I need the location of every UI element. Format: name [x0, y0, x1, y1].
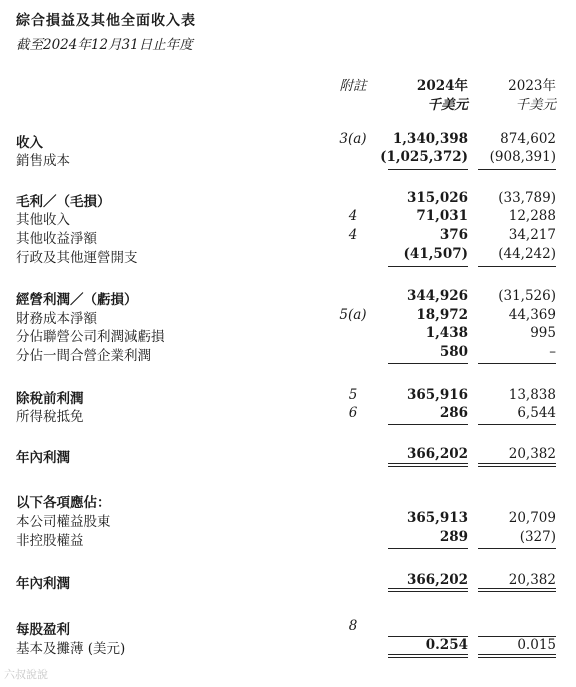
row-label: 所得稅抵免: [16, 409, 84, 425]
rule-line: [478, 363, 556, 364]
row-value-2023: (327): [519, 529, 556, 545]
row-label: 每股盈利: [16, 622, 70, 638]
row-label: 銷售成本: [16, 153, 70, 169]
row-note: 5: [348, 387, 358, 403]
row-label: 以下各項應佔：: [16, 495, 111, 511]
row-value-2023: (908,391): [489, 149, 556, 165]
rule-line: [388, 363, 468, 364]
row-value-2023: (33,789): [498, 190, 556, 206]
table-row: [0, 149, 576, 168]
header-unit-2024: 千美元: [427, 97, 468, 113]
row-value-2023: 874,602: [500, 131, 556, 147]
double-rule-line: [478, 654, 556, 658]
row-value-2024: 365,913: [406, 510, 468, 526]
double-rule-line: [388, 588, 468, 592]
double-rule-line: [478, 588, 556, 592]
row-label: 年內利潤: [16, 450, 70, 466]
row-note: 6: [348, 405, 358, 421]
row-label: 基本及攤薄 (美元): [16, 641, 126, 657]
row-label: 行政及其他運營開支: [16, 250, 138, 266]
table-row: [0, 246, 576, 265]
row-value-2024: 376: [439, 227, 468, 243]
table-row: [0, 227, 576, 246]
row-value-2023: –: [549, 344, 556, 360]
row-value-2023: (31,526): [498, 288, 556, 304]
row-value-2024: 1,340,398: [392, 131, 468, 147]
table-row: [0, 307, 576, 326]
table-row: [0, 190, 576, 209]
row-note: 3(a): [339, 131, 367, 147]
row-label: 年內利潤: [16, 576, 70, 592]
row-label: 其他收入: [16, 212, 70, 228]
statement-period: 截至2024年12月31日止年度: [16, 37, 193, 53]
row-note: 8: [348, 618, 358, 634]
table-row: [0, 344, 576, 363]
table-row: [0, 387, 576, 406]
row-value-2023: 6,544: [517, 405, 556, 421]
rule-line: [388, 424, 468, 425]
row-value-2023: (44,242): [498, 246, 556, 262]
row-note: 4: [348, 208, 358, 224]
row-value-2023: 34,217: [508, 227, 556, 243]
row-value-2024: 365,916: [406, 387, 468, 403]
row-label: 經營利潤／（虧損）: [16, 292, 138, 308]
watermark: 六叔說說: [4, 668, 48, 681]
row-value-2023: 20,382: [508, 446, 556, 462]
rule-line: [478, 548, 556, 549]
row-value-2024: 344,926: [406, 288, 468, 304]
row-value-2023: 13,838: [508, 387, 556, 403]
double-rule-line: [388, 654, 468, 658]
double-rule-line: [388, 463, 468, 467]
table-row: [0, 491, 576, 510]
double-rule-line: [478, 463, 556, 467]
rule-line: [478, 424, 556, 425]
row-label: 除稅前利潤: [16, 391, 84, 407]
row-value-2023: 44,369: [508, 307, 556, 323]
row-value-2024: 366,202: [406, 446, 468, 462]
statement-title: 綜合損益及其他全面收入表: [16, 13, 196, 29]
row-label: 非控股權益: [16, 533, 84, 549]
table-row: [0, 405, 576, 424]
row-value-2024: 289: [439, 529, 468, 545]
table-row: [0, 131, 576, 150]
header-year-2024: 2024年: [416, 78, 468, 94]
row-label: 財務成本淨額: [16, 311, 97, 327]
row-value-2024: 580: [439, 344, 468, 360]
row-value-2024: 18,972: [416, 307, 468, 323]
row-value-2024: 315,026: [406, 190, 468, 206]
rule-line: [478, 169, 556, 170]
row-value-2024: 286: [439, 405, 468, 421]
rule-line: [388, 169, 468, 170]
row-value-2024: (41,507): [403, 246, 468, 262]
row-value-2024: 71,031: [416, 208, 468, 224]
table-row: [0, 618, 576, 637]
header-unit-2023: 千美元: [515, 97, 556, 113]
row-value-2024: 1,438: [425, 325, 468, 341]
table-row: [0, 288, 576, 307]
row-value-2023: 0.015: [517, 637, 556, 653]
rule-line: [478, 636, 556, 637]
row-label: 本公司權益股東: [16, 514, 111, 530]
table-row: [0, 325, 576, 344]
row-value-2023: 995: [530, 325, 556, 341]
row-note: 5(a): [339, 307, 367, 323]
row-label: 收入: [16, 135, 43, 151]
table-row: [0, 510, 576, 529]
row-value-2024: 0.254: [425, 637, 468, 653]
row-value-2023: 20,382: [508, 572, 556, 588]
row-value-2023: 20,709: [508, 510, 556, 526]
header-note: 附註: [339, 78, 367, 94]
rule-line: [388, 266, 468, 267]
table-row: [0, 529, 576, 548]
row-value-2023: 12,288: [508, 208, 556, 224]
row-label: 毛利／（毛損）: [16, 194, 111, 210]
row-note: 4: [348, 227, 358, 243]
row-value-2024: 366,202: [406, 572, 468, 588]
header-year-2023: 2023年: [508, 78, 556, 94]
row-label: 其他收益淨額: [16, 231, 97, 247]
rule-line: [478, 266, 556, 267]
rule-line: [388, 636, 468, 637]
table-row: [0, 208, 576, 227]
row-label: 分佔一間合營企業利潤: [16, 348, 151, 364]
rule-line: [388, 548, 468, 549]
row-value-2024: (1,025,372): [380, 149, 468, 165]
row-label: 分佔聯營公司利潤減虧損: [16, 329, 165, 345]
